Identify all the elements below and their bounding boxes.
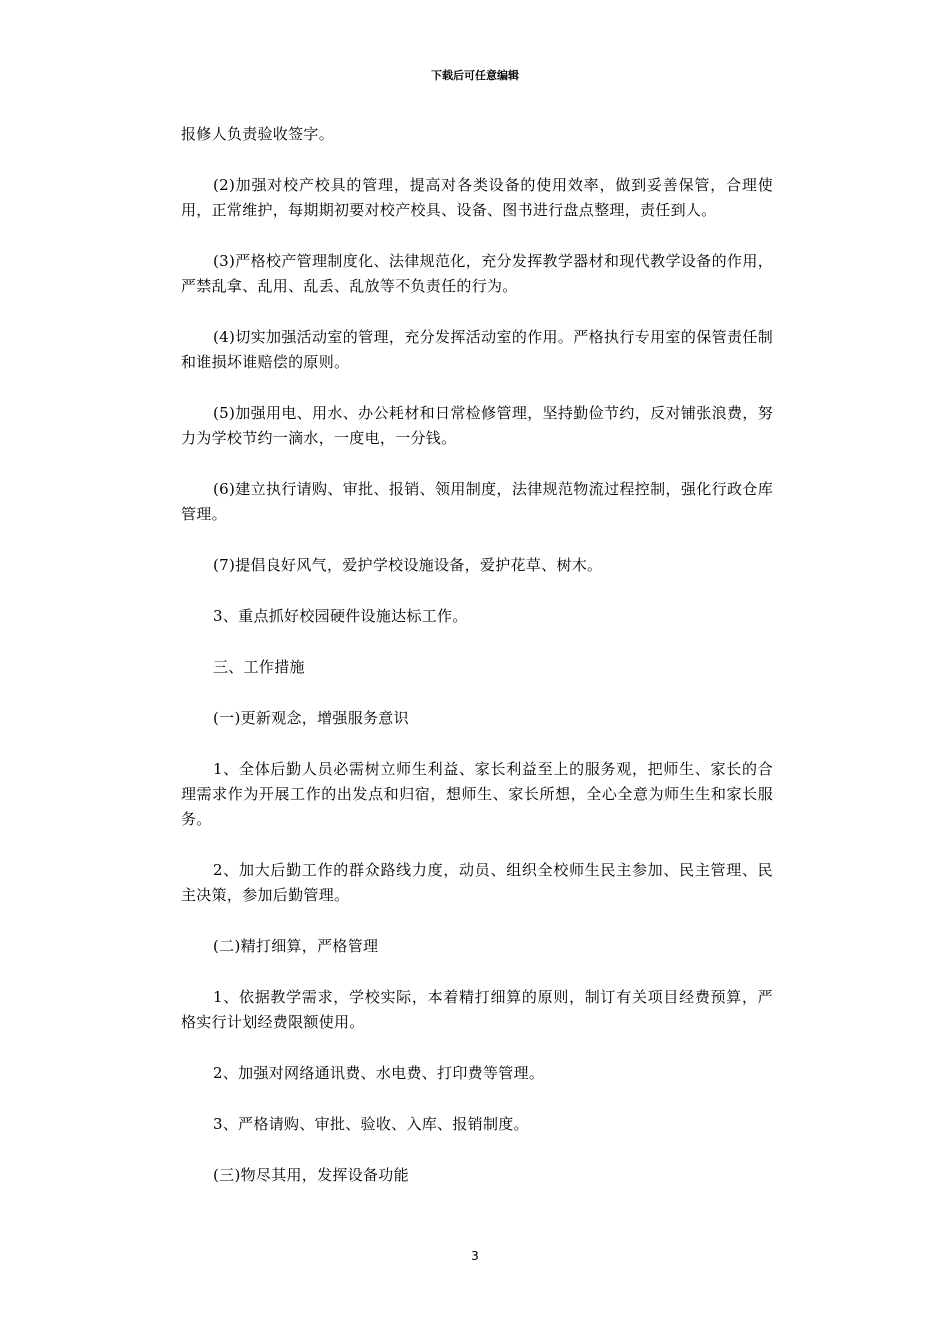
paragraph: 1、全体后勤人员必需树立师生利益、家长利益至上的服务观，把师生、家长的合理需求作为开展工作的出发点和归宿，想师生、家长所想，全心全意为师生生和家长服务。 xyxy=(181,760,773,828)
paragraph: (2)加强对校产校具的管理，提高对各类设备的使用效率，做到妥善保管，合理使用，正常维护，每期期初要对校产校具、设备、图书进行盘点整理，责任到人。 xyxy=(181,176,773,219)
paragraph: (6)建立执行请购、审批、报销、领用制度，法律规范物流过程控制，强化行政仓库管理。 xyxy=(181,480,773,523)
paragraph: (7)提倡良好风气，爱护学校设施设备，爱护花草、树木。 xyxy=(213,556,603,574)
page-number: 3 xyxy=(471,1249,479,1263)
paragraph: (3)严格校产管理制度化、法律规范化，充分发挥教学器材和现代教学设备的作用，严禁乱拿、乱用、乱丢、乱放等不负责任的行为。 xyxy=(181,252,773,295)
paragraph: 2、加强对网络通讯费、水电费、打印费等管理。 xyxy=(213,1064,545,1082)
paragraph: 3、严格请购、审批、验收、入库、报销制度。 xyxy=(213,1115,529,1133)
document-body xyxy=(181,122,773,1214)
paragraph: 2、加大后勤工作的群众路线力度，动员、组织全校师生民主参加、民主管理、民主决策，参加后勤管理。 xyxy=(181,861,773,904)
subsection-heading: (一)更新观念，增强服务意识 xyxy=(213,709,409,727)
paragraph: 1、依据教学需求，学校实际，本着精打细算的原则，制订有关项目经费预算，严格实行计划经费限额使用。 xyxy=(181,988,773,1031)
subsection-heading: (二)精打细算，严格管理 xyxy=(213,937,379,955)
paragraph: 3、重点抓好校园硬件设施达标工作。 xyxy=(213,607,468,625)
subsection-heading: (三)物尽其用，发挥设备功能 xyxy=(213,1166,409,1184)
paragraph: (5)加强用电、用水、办公耗材和日常检修管理，坚持勤俭节约，反对铺张浪费，努力为学校节约一滴水，一度电，一分钱。 xyxy=(181,404,773,447)
paragraph: (4)切实加强活动室的管理，充分发挥活动室的作用。严格执行专用室的保管责任制和谁损坏谁赔偿的原则。 xyxy=(181,328,773,371)
section-heading: 三、工作措施 xyxy=(213,658,305,676)
page-header: 下载后可任意编辑 xyxy=(431,69,519,82)
paragraph: 报修人负责验收签字。 xyxy=(181,125,335,143)
